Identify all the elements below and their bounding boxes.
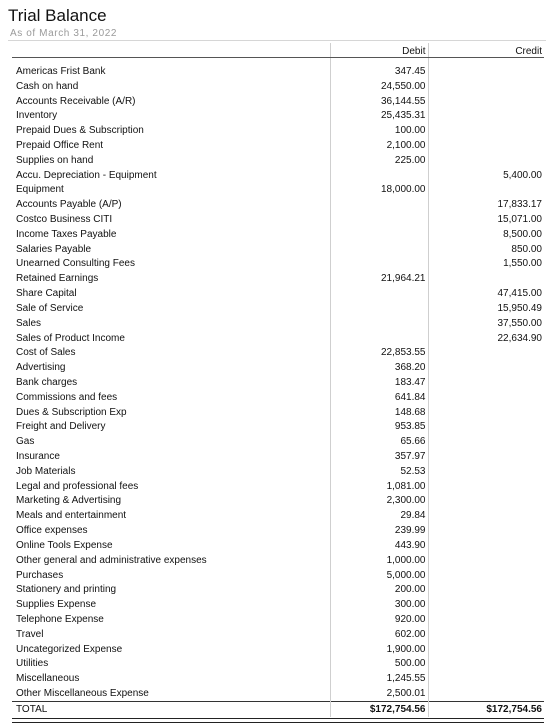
account-name: Dues & Subscription Exp bbox=[16, 406, 127, 418]
debit-amount: 148.68 bbox=[330, 405, 428, 420]
account-name: Purchases bbox=[16, 569, 64, 581]
credit-amount bbox=[428, 612, 544, 627]
debit-amount: 225.00 bbox=[330, 153, 428, 168]
table-row[interactable] bbox=[12, 360, 544, 375]
table-row[interactable] bbox=[12, 449, 544, 464]
credit-amount bbox=[428, 64, 544, 79]
total-double-rule bbox=[12, 718, 544, 723]
account-name: Other Miscellaneous Expense bbox=[16, 688, 149, 700]
credit-amount bbox=[428, 94, 544, 109]
debit-amount: 443.90 bbox=[330, 538, 428, 553]
credit-amount bbox=[428, 434, 544, 449]
table-row[interactable] bbox=[12, 597, 544, 612]
credit-amount bbox=[428, 553, 544, 568]
account-name: Costco Business CITI bbox=[16, 214, 113, 226]
credit-amount bbox=[428, 523, 544, 538]
table-row[interactable] bbox=[12, 271, 544, 286]
table-row[interactable] bbox=[12, 345, 544, 360]
debit-amount: 25,435.31 bbox=[330, 108, 428, 123]
credit-amount bbox=[428, 375, 544, 390]
credit-amount: 47,415.00 bbox=[497, 288, 542, 300]
title-divider bbox=[8, 40, 546, 41]
debit-amount: 2,500.01 bbox=[330, 686, 428, 701]
account-name: Insurance bbox=[16, 451, 60, 463]
credit-amount bbox=[428, 420, 544, 435]
table-row[interactable] bbox=[12, 582, 544, 597]
debit-amount: 602.00 bbox=[330, 627, 428, 642]
debit-amount: 5,000.00 bbox=[330, 568, 428, 583]
debit-amount: 1,245.55 bbox=[330, 671, 428, 686]
credit-amount bbox=[428, 123, 544, 138]
table-row[interactable] bbox=[12, 153, 544, 168]
credit-amount bbox=[428, 642, 544, 657]
credit-amount bbox=[428, 582, 544, 597]
debit-amount: 183.47 bbox=[330, 375, 428, 390]
account-name: Accounts Payable (A/P) bbox=[16, 199, 122, 211]
table-row[interactable] bbox=[12, 316, 544, 331]
table-row[interactable] bbox=[12, 108, 544, 123]
account-name: Prepaid Dues & Subscription bbox=[16, 125, 144, 137]
account-name: Income Taxes Payable bbox=[16, 228, 117, 240]
debit-amount: 22,853.55 bbox=[330, 345, 428, 360]
credit-amount: 17,833.17 bbox=[497, 199, 542, 211]
credit-amount bbox=[428, 390, 544, 405]
debit-amount: 920.00 bbox=[330, 612, 428, 627]
account-name: Miscellaneous bbox=[16, 673, 80, 685]
account-name: Accounts Receivable (A/R) bbox=[16, 95, 136, 107]
report-title: Trial Balance bbox=[8, 6, 107, 25]
account-name: Other general and administrative expenses bbox=[16, 554, 207, 566]
account-name: Supplies Expense bbox=[16, 599, 97, 611]
credit-amount bbox=[428, 568, 544, 583]
account-name: Share Capital bbox=[16, 288, 77, 300]
credit-amount: 850.00 bbox=[511, 243, 542, 255]
account-name: Gas bbox=[16, 436, 35, 448]
table-row[interactable] bbox=[12, 494, 544, 509]
table-row[interactable] bbox=[12, 686, 544, 701]
column-header-account[interactable] bbox=[12, 43, 330, 58]
account-name: Job Materials bbox=[16, 465, 76, 477]
table-header-row bbox=[12, 43, 544, 58]
account-name: Cost of Sales bbox=[16, 347, 76, 359]
table-row[interactable] bbox=[12, 405, 544, 420]
debit-amount: 200.00 bbox=[330, 582, 428, 597]
debit-amount: 1,900.00 bbox=[330, 642, 428, 657]
debit-amount bbox=[330, 286, 428, 301]
credit-amount bbox=[428, 153, 544, 168]
account-name: Salaries Payable bbox=[16, 243, 92, 255]
credit-amount bbox=[428, 686, 544, 701]
debit-amount bbox=[330, 168, 428, 183]
debit-amount: 2,300.00 bbox=[330, 494, 428, 509]
table-row[interactable] bbox=[12, 420, 544, 435]
credit-amount bbox=[428, 508, 544, 523]
credit-amount bbox=[428, 671, 544, 686]
debit-amount bbox=[330, 227, 428, 242]
account-name: Freight and Delivery bbox=[16, 421, 106, 433]
debit-amount: 2,100.00 bbox=[330, 138, 428, 153]
account-name: Uncategorized Expense bbox=[16, 643, 123, 655]
table-row[interactable] bbox=[12, 671, 544, 686]
debit-amount: 21,964.21 bbox=[330, 271, 428, 286]
debit-amount: 29.84 bbox=[330, 508, 428, 523]
table-row[interactable] bbox=[12, 464, 544, 479]
debit-amount: 239.99 bbox=[330, 523, 428, 538]
account-name: Legal and professional fees bbox=[16, 480, 139, 492]
table-row[interactable] bbox=[12, 64, 544, 79]
debit-amount: 24,550.00 bbox=[330, 79, 428, 94]
table-row[interactable] bbox=[12, 168, 544, 183]
credit-amount bbox=[428, 657, 544, 672]
table-row[interactable] bbox=[12, 183, 544, 198]
account-name: Stationery and printing bbox=[16, 584, 117, 596]
account-name: Equipment bbox=[16, 184, 64, 196]
debit-amount: 500.00 bbox=[330, 657, 428, 672]
credit-amount bbox=[428, 271, 544, 286]
credit-amount bbox=[428, 494, 544, 509]
credit-amount bbox=[428, 138, 544, 153]
account-name: Accu. Depreciation - Equipment bbox=[16, 169, 157, 181]
account-name: Marketing & Advertising bbox=[16, 495, 122, 507]
table-row[interactable] bbox=[12, 553, 544, 568]
credit-amount bbox=[428, 405, 544, 420]
trial-balance-table bbox=[12, 43, 544, 717]
table-row[interactable] bbox=[12, 212, 544, 227]
account-name: Inventory bbox=[16, 110, 58, 122]
table-row[interactable] bbox=[12, 79, 544, 94]
account-name: Retained Earnings bbox=[16, 273, 99, 285]
total-credit: $172,754.56 bbox=[428, 701, 544, 716]
credit-amount bbox=[428, 464, 544, 479]
account-name: Sales of Product Income bbox=[16, 332, 125, 344]
column-header-debit[interactable]: Debit bbox=[330, 43, 428, 58]
table-row[interactable] bbox=[12, 257, 544, 272]
account-name: Sale of Service bbox=[16, 302, 84, 314]
credit-amount: 15,950.49 bbox=[497, 302, 542, 314]
credit-amount bbox=[428, 183, 544, 198]
table-row[interactable] bbox=[12, 301, 544, 316]
account-name: Unearned Consulting Fees bbox=[16, 258, 135, 270]
total-row bbox=[12, 701, 544, 716]
account-name: Commissions and fees bbox=[16, 391, 118, 403]
account-name: Supplies on hand bbox=[16, 154, 94, 166]
debit-amount: 18,000.00 bbox=[330, 183, 428, 198]
table-row[interactable] bbox=[12, 479, 544, 494]
account-name: Advertising bbox=[16, 362, 66, 374]
credit-amount bbox=[428, 479, 544, 494]
debit-amount bbox=[330, 316, 428, 331]
table-row[interactable] bbox=[12, 627, 544, 642]
debit-amount: 641.84 bbox=[330, 390, 428, 405]
debit-amount: 100.00 bbox=[330, 123, 428, 138]
debit-amount: 347.45 bbox=[330, 64, 428, 79]
table-row[interactable] bbox=[12, 538, 544, 553]
table-row[interactable] bbox=[12, 331, 544, 346]
table-row[interactable] bbox=[12, 242, 544, 257]
credit-amount bbox=[428, 345, 544, 360]
debit-amount: 65.66 bbox=[330, 434, 428, 449]
table-row[interactable] bbox=[12, 612, 544, 627]
account-name: Prepaid Office Rent bbox=[16, 139, 104, 151]
table-body bbox=[12, 58, 544, 702]
debit-amount: 1,081.00 bbox=[330, 479, 428, 494]
total-debit: $172,754.56 bbox=[330, 701, 428, 716]
table-row[interactable] bbox=[12, 138, 544, 153]
credit-amount bbox=[428, 627, 544, 642]
debit-amount bbox=[330, 242, 428, 257]
credit-amount bbox=[428, 597, 544, 612]
table-row[interactable] bbox=[12, 375, 544, 390]
debit-amount: 36,144.55 bbox=[330, 94, 428, 109]
debit-amount bbox=[330, 197, 428, 212]
credit-amount bbox=[428, 449, 544, 464]
debit-amount bbox=[330, 331, 428, 346]
table-row[interactable] bbox=[12, 568, 544, 583]
credit-amount bbox=[428, 108, 544, 123]
table-row[interactable] bbox=[12, 523, 544, 538]
credit-amount: 8,500.00 bbox=[503, 228, 542, 240]
table-row[interactable] bbox=[12, 227, 544, 242]
table-row[interactable] bbox=[12, 197, 544, 212]
account-name: Bank charges bbox=[16, 376, 78, 388]
table-row[interactable] bbox=[12, 286, 544, 301]
credit-amount: 15,071.00 bbox=[497, 214, 542, 226]
credit-amount bbox=[428, 538, 544, 553]
table-row[interactable] bbox=[12, 123, 544, 138]
debit-amount: 52.53 bbox=[330, 464, 428, 479]
debit-amount: 1,000.00 bbox=[330, 553, 428, 568]
account-name: Online Tools Expense bbox=[16, 539, 113, 551]
credit-amount: 22,634.90 bbox=[497, 332, 542, 344]
credit-amount: 37,550.00 bbox=[497, 317, 542, 329]
table-row[interactable] bbox=[12, 657, 544, 672]
account-name: Office expenses bbox=[16, 525, 88, 537]
debit-amount: 368.20 bbox=[330, 360, 428, 375]
account-name: Telephone Expense bbox=[16, 613, 104, 625]
debit-amount: 300.00 bbox=[330, 597, 428, 612]
credit-amount bbox=[428, 360, 544, 375]
credit-amount: 5,400.00 bbox=[503, 169, 542, 181]
account-name: Travel bbox=[16, 628, 44, 640]
report-subtitle: As of March 31, 2022 bbox=[10, 28, 118, 39]
table-row[interactable] bbox=[12, 642, 544, 657]
account-name: Americas Frist Bank bbox=[16, 65, 106, 77]
credit-amount: 1,550.00 bbox=[503, 258, 542, 270]
debit-amount: 357.97 bbox=[330, 449, 428, 464]
total-label: TOTAL bbox=[12, 701, 330, 716]
table-row[interactable] bbox=[12, 434, 544, 449]
column-header-credit[interactable]: Credit bbox=[428, 43, 544, 58]
account-name: Cash on hand bbox=[16, 80, 79, 92]
debit-amount: 953.85 bbox=[330, 420, 428, 435]
table-row[interactable] bbox=[12, 94, 544, 109]
table-row[interactable] bbox=[12, 508, 544, 523]
account-name: Utilities bbox=[16, 658, 49, 670]
debit-amount bbox=[330, 301, 428, 316]
debit-amount bbox=[330, 257, 428, 272]
debit-amount bbox=[330, 212, 428, 227]
credit-amount bbox=[428, 79, 544, 94]
table-row[interactable] bbox=[12, 390, 544, 405]
account-name: Meals and entertainment bbox=[16, 510, 127, 522]
account-name: Sales bbox=[16, 317, 42, 329]
